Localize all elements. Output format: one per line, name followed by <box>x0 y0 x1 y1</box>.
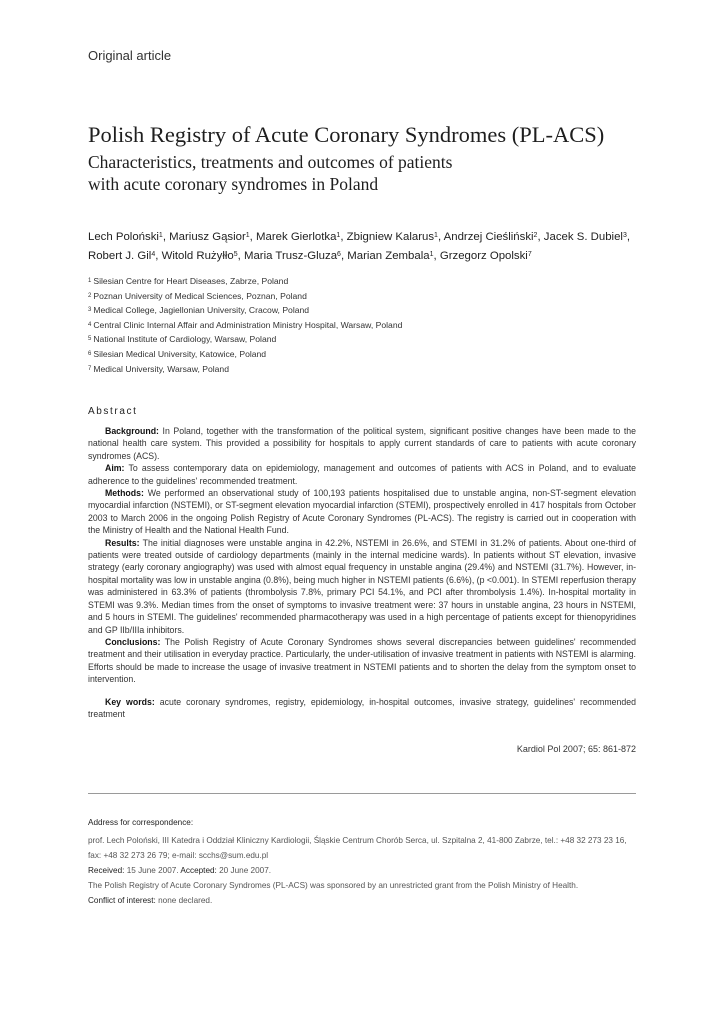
author-name: Mariusz Gąsior <box>169 231 246 243</box>
abstract-methods <box>88 487 636 537</box>
correspondence-heading: Address for correspondence: <box>88 818 194 827</box>
affiliation-text: National Institute of Cardiology, Warsaw, Poland <box>93 334 277 345</box>
author-affiliation-ref: 6 <box>337 251 341 258</box>
affiliation-text: Silesian Centre for Heart Diseases, Zabrze, Poland <box>93 276 289 286</box>
affiliation-text: Medical College, Jagiellonian University, Cracow, Poland <box>93 305 310 316</box>
article-title: Polish Registry of Acute Coronary Syndromes (PL-ACS) <box>88 122 605 147</box>
received-label: Received: <box>88 866 125 875</box>
author-affiliation-ref: 5 <box>233 251 238 258</box>
subtitle-line-1: Characteristics, treatments and outcomes of patients <box>88 152 453 172</box>
author-affiliation-ref: 1 <box>429 251 434 258</box>
author-affiliation-ref: 1 <box>434 232 438 239</box>
accepted-label: Accepted: <box>180 866 217 875</box>
author-name: Maria Trusz-Gluza <box>243 250 338 262</box>
affiliation-number: 3 <box>88 307 92 314</box>
affiliation-number: 6 <box>88 350 92 357</box>
author-name: Andrzej Cieśliński <box>443 231 534 243</box>
affiliation-text: Central Clinic Internal Affair and Administration Ministry Hospital, Warsaw, Poland <box>93 319 403 330</box>
conclusions-label: Conclusions: <box>105 636 161 647</box>
article-subtitle <box>88 151 648 195</box>
author-name: Grzegorz Opolski <box>439 250 528 262</box>
correspondence-contact: fax: +48 32 273 26 79; e-mail: scchs@sum.edu.pl <box>88 851 269 860</box>
abstract-background <box>88 425 636 462</box>
methods-label: Methods: <box>105 488 144 499</box>
journal-citation: Kardiol Pol 2007; 65: 861-872 <box>516 744 636 754</box>
keywords-text: acute coronary syndromes, registry, epidemiology, in-hospital outcomes, invasive strategy, guidelines' recommended treatment <box>88 696 636 719</box>
affiliation-item <box>88 303 648 318</box>
author-name: Witold Rużyłło <box>161 250 234 262</box>
affiliation-item <box>88 289 648 304</box>
author-name: Marian Zembala <box>347 250 430 262</box>
affiliation-text: Medical University, Warsaw, Poland <box>93 363 229 374</box>
aim-text: To assess contemporary data on epidemiology, management and outcomes of patients with ACS in Poland, and to evaluate adherence to the guidelines' recommended treatment. <box>88 463 636 486</box>
author-affiliation-ref: 7 <box>527 251 532 258</box>
conflict-label: Conflict of interest: <box>88 896 156 905</box>
author-affiliation-ref: 1 <box>245 232 250 239</box>
dates-line <box>88 863 648 878</box>
author-affiliation-ref: 1 <box>336 232 341 239</box>
conflict-text: none declared. <box>155 896 213 905</box>
author-name: Zbigniew Kalarus <box>346 231 435 243</box>
affiliation-number: 4 <box>88 321 92 328</box>
correspondence-block <box>88 815 648 908</box>
abstract-results <box>88 537 636 636</box>
author-affiliation-ref: 3 <box>622 232 627 239</box>
affiliation-item <box>88 332 648 347</box>
affiliation-number: 2 <box>88 292 92 299</box>
author-line-1: Lech Poloński$^1$, Mariusz Gąsior$^1$, Marek Gierlotka$^1$, Zbigniew Kalarus$^1$, Andrzej Cieśliński$^2$, Jacek S. Dubiel$^3$, <box>88 231 631 243</box>
author-name: Lech Poloński <box>88 231 159 243</box>
abstract-conclusions <box>88 636 636 686</box>
author-list <box>88 227 648 265</box>
background-label: Background: <box>105 426 159 436</box>
abstract-heading: Abstract <box>88 406 138 417</box>
affiliation-number: 7 <box>88 365 92 372</box>
accepted-date: 20 June 2007. <box>216 866 272 875</box>
results-text: The initial diagnoses were unstable angina in 42.2%, NSTEMI in 26.6%, and STEMI in 31.2% of patients. About one-third of patients were treated outside of cardiology departments (mainly in the internal medicine wards). In patients without ST elevation, invasive strategy (early coronary angiography) was used with almost equal frequency in unstable angina (29.4%) and NSTEMI (31.7%). However, in-hospital mortality was low in unstable angina (0.8%), being much higher in NSTEMI patients (6.6%), (p <0.001). In STEMI reperfusion therapy was administered in 63.3% of patients (thrombolysis 7.8%, primary PCI 54.1%, and PCI after thrombolysis 1.4%). In-hospital mortality in STEMI was 9.3%. Median times from the onset of symptoms to invasive treatment were: 37 hours in unstable angina, 23 hours in NSTEMI, and 5 hours in STEMI. The guidelines' recommended pharmacotherapy was used in a high percentage of patients except for thienopyridines and GP IIb/IIIa inhibitors. <box>88 537 636 635</box>
section-label: Original article <box>88 48 172 63</box>
conflict-line <box>88 893 648 908</box>
aim-label: Aim: <box>105 463 125 474</box>
background-text: In Poland, together with the transformation of the political system, significant positive changes have been made to the national health care system. This provided a possibility for hospitals to apply current standards of care to patients with acute coronary syndromes (ACS). <box>88 426 636 461</box>
results-label: Results: <box>105 537 140 548</box>
methods-text: We performed an observational study of 100,193 patients hospitalised due to unstable angina, non-ST-segment elevation myocardial infarction (NSTEMI), or ST-segment elevation myocardial infarction (STEMI), prospectively enrolled in 417 hospitals from October 2003 to March 2006 in the ongoing Polish Registry of Acute Coronary Syndromes (PL-ACS). The registry is carried out in cooperation with the Ministry of Health and the National Health Fund. <box>88 488 636 536</box>
affiliation-list <box>88 274 648 376</box>
keywords-label: Key words: <box>105 696 155 707</box>
affiliation-item <box>88 362 648 377</box>
abstract-aim <box>88 462 636 487</box>
affiliation-item <box>88 318 648 333</box>
author-name: Marek Gierlotka <box>256 231 337 243</box>
sponsor-note: The Polish Registry of Acute Coronary Syndromes (PL-ACS) was sponsored by an unrestricted grant from the Polish Ministry of Health. <box>88 881 579 890</box>
footer-divider <box>88 793 636 794</box>
affiliation-item <box>88 347 648 362</box>
subtitle-line-2: with acute coronary syndromes in Poland <box>88 174 379 194</box>
abstract-body <box>88 425 636 720</box>
correspondence-address: prof. Lech Poloński, III Katedra i Oddział Kliniczny Kardiologii, Śląskie Centrum Chorób Serca, ul. Szpitalna 2, 41-800 Zabrze, tel.: +48 32 273 23 16, <box>88 836 627 845</box>
author-affiliation-ref: 4 <box>151 251 156 258</box>
affiliation-number: 5 <box>88 336 92 343</box>
affiliation-number: 1 <box>88 278 92 284</box>
author-affiliation-ref: 1 <box>158 232 163 239</box>
affiliation-item <box>88 274 648 289</box>
author-name: Jacek S. Dubiel <box>543 231 623 243</box>
received-date: 15 June 2007. <box>124 866 181 875</box>
conclusions-text: The Polish Registry of Acute Coronary Syndromes shows several discrepancies between guidelines' recommended treatment and their utilisation in everyday practice. Particularly, the under-utilisation of invasive treatment in patients with NSTEMI is alarming. Efforts should be made to increase the usage of invasive treatment in NSTEMI patients and to shorten the delay from the symptom onset to intervention. <box>88 636 636 685</box>
author-line-2: Robert J. Gil$^4$, Witold Rużyłło$^5$, Maria Trusz-Gluza$^6$, Marian Zembala$^1$, Grzegorz Opolski$^7$ <box>88 250 532 262</box>
author-affiliation-ref: 2 <box>533 232 538 239</box>
author-name: Robert J. Gil <box>88 250 152 262</box>
abstract-keywords <box>88 696 636 721</box>
affiliation-text: Poznan University of Medical Sciences, Poznan, Poland <box>93 290 307 301</box>
affiliation-text: Silesian Medical University, Katowice, Poland <box>93 348 267 359</box>
